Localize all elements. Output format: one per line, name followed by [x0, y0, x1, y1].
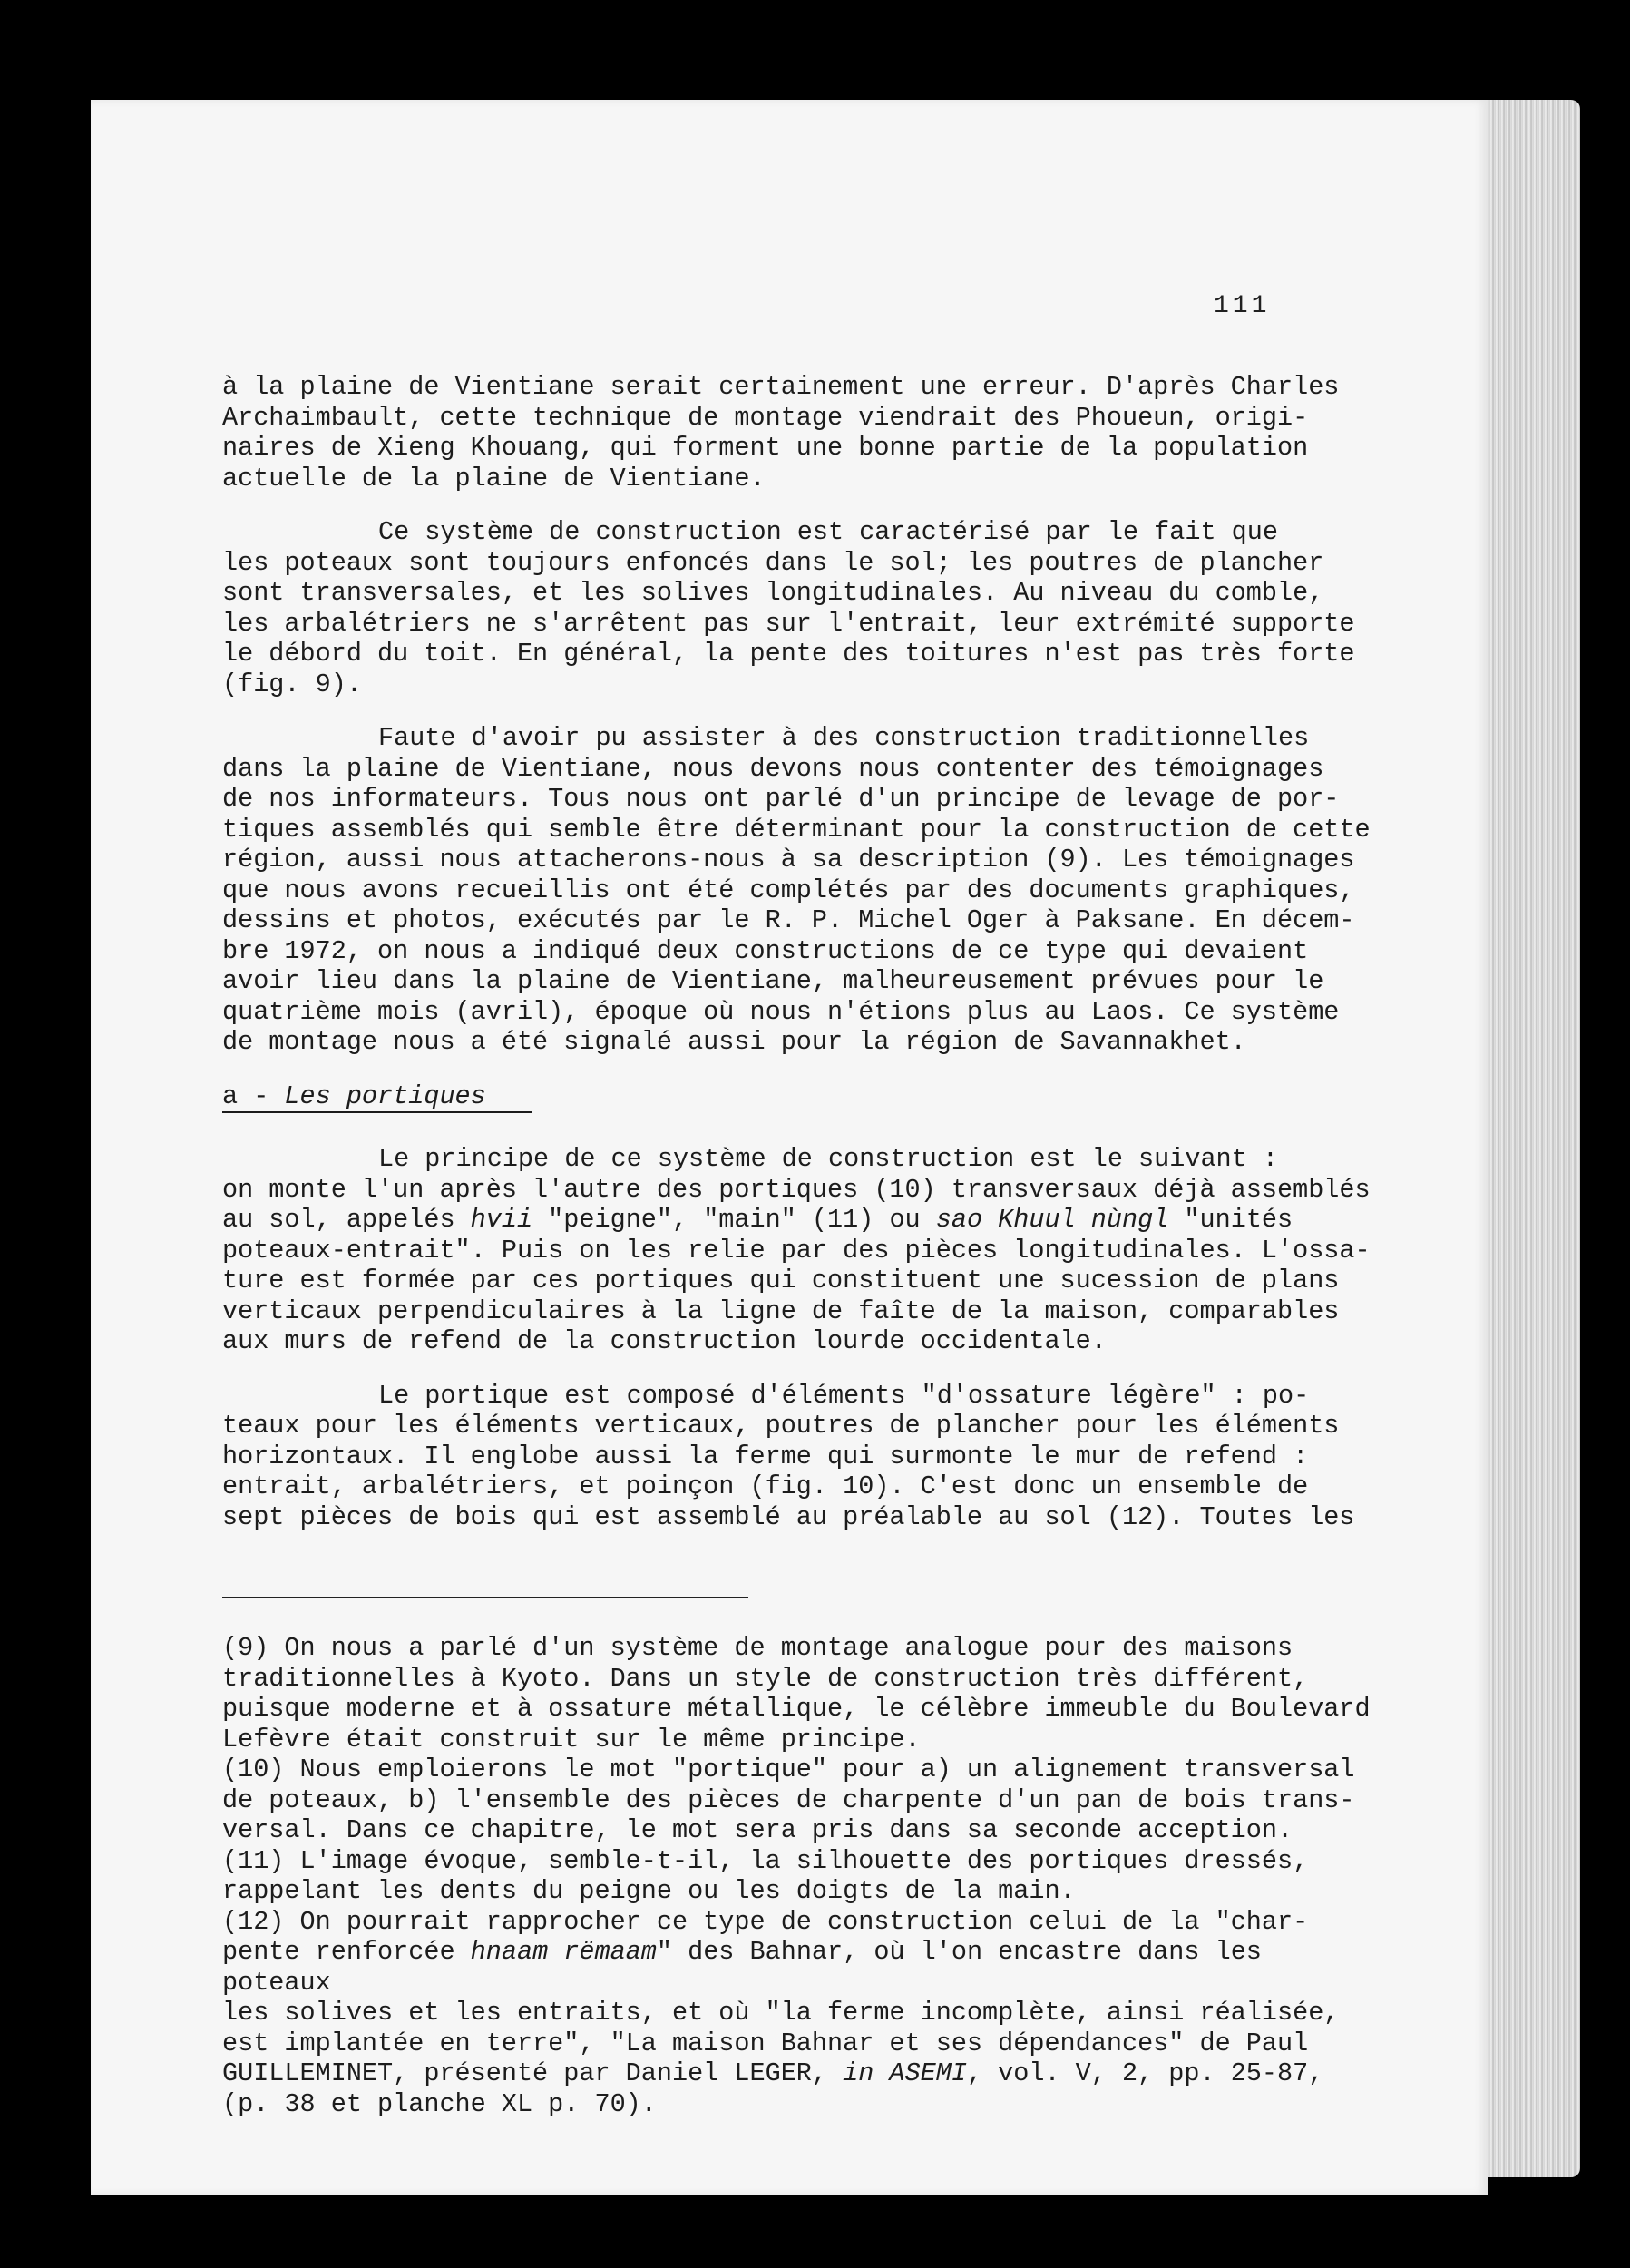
main-text — [222, 372, 1379, 1556]
footnote-separator — [222, 1597, 748, 1598]
paragraph-principle — [222, 1144, 1379, 1357]
footnote-9: (9) On nous a parlé d'un système de montage analogue pour des maisons traditionnelles à Kyoto. Dans un style de construction très différent, puisque moderne et à ossature métallique, le célèbre immeuble du Boulevard Lefèvre était construit sur le même principe. — [222, 1633, 1371, 1755]
section-heading — [222, 1081, 532, 1114]
paragraph-portique-composition: Le portique est composé d'éléments "d'ossature légère" : po- teaux pour les éléments verticaux, poutres de plancher pour les éléments horizontaux. Il englobe aussi la ferme qui surmonte le mur de refend : entrait, arbalétriers, et poinçon (fig. 10). C'est donc un ensemble de sept pièces de bois qui est assemblé au préalable au sol (12). Toutes les — [222, 1380, 1355, 1532]
paragraph-informants: Faute d'avoir pu assister à des construction traditionnelles dans la plaine de Vientiane, nous devons nous contenter des témoignages de nos informateurs. Tous nous ont parlé d'un principe de levage de por- tiques assemblés qui semble être déterminant pour la construction de cette région, aussi nous attacherons-nous à sa description (9). Les témoignages que nous avons recueillis ont été complétés par des documents graphiques, dessins et photos, exécutés par le R. P. Michel Oger à Paksane. En décem- bre 1972, on nous a indiqué deux constructions de ce type qui devaient avoir lieu dans la plaine de Vientiane, malheureusement prévues pour le quatrième mois (avril), époque où nous n'étions plus au Laos. Ce système de montage nous a été signalé aussi pour la région de Savannakhet. — [222, 723, 1371, 1057]
footnote-10: (10) Nous emploierons le mot "portique" pour a) un alignement transversal de poteaux, b) l'ensemble des pièces de charpente d'un pan de bois trans- versal. Dans ce chapitre, le mot sera pris dans sa seconde acception. — [222, 1755, 1355, 1845]
term-hvii: hvii — [470, 1205, 533, 1235]
paragraph-principle-part-3: "unités poteaux-entrait". Puis on les relie par des pièces longitudinales. L'ossa- ture est formée par ces portiques qui constituent une sucession de plans verticaux perpendiculaires à la ligne de faîte de la maison, comparables aux murs de refend de la construction lourde occidentale. — [222, 1205, 1371, 1356]
citation-in-asemi: in ASEMI — [843, 2058, 967, 2088]
section-title: Les portiques — [284, 1080, 486, 1111]
footnote-12 — [222, 1907, 1379, 2120]
footnotes — [222, 1633, 1379, 2119]
paragraph-principle-part-2: "peigne", "main" (11) ou — [532, 1205, 936, 1235]
paragraph-continuation: à la plaine de Vientiane serait certainement une erreur. D'après Charles Archaimbault, cette technique de montage viendrait des Phoueun, origi- naires de Xieng Khouang, qui forment une bonne partie de la population actuelle de la plaine de Vientiane. — [222, 372, 1340, 494]
footnote-12-part-3: , vol. V, 2, pp. 25-87, (p. 38 et planche XL p. 70). — [222, 2058, 1324, 2119]
section-prefix: a - — [222, 1080, 285, 1111]
footnote-12-part-2: " des Bahnar, où l'on encastre dans les poteaux les solives et les entraits, et où "la ferme incomplète, ainsi réalisée, est implantée en terre", "La maison Bahnar et ses dépendances" de Paul GUILLEMINET, présenté par Daniel LEGER, — [222, 1937, 1340, 2088]
paragraph-construction-system: Ce système de construction est caractérisé par le fait que les poteaux sont toujours enfoncés dans le sol; les poutres de plancher sont transversales, et les solives longitudinales. Au niveau du comble, les arbalétriers ne s'arrêtent pas sur l'entrait, leur extrémité supporte le débord du toit. En général, la pente des toitures n'est pas très forte (fig. 9). — [222, 517, 1355, 699]
term-sao-khuul: sao Khuul nùngl — [935, 1205, 1169, 1235]
paragraph-principle-part-1: Le principe de ce système de construction est le suivant : on monte l'un après l'autre des portiques (10) transversaux déjà assemblés au sol, appelés — [222, 1144, 1371, 1235]
term-hnaam-remaam: hnaam rëmaam — [470, 1937, 657, 1967]
footnote-12-part-1: (12) On pourrait rapprocher ce type de construction celui de la "char- pente renforcée — [222, 1906, 1309, 1967]
page-number: 111 — [1214, 292, 1271, 320]
book-page-edges — [1479, 100, 1580, 2177]
footnote-11: (11) L'image évoque, semble-t-il, la silhouette des portiques dressés, rappelant les dents du peigne ou les doigts de la main. — [222, 1845, 1309, 1906]
